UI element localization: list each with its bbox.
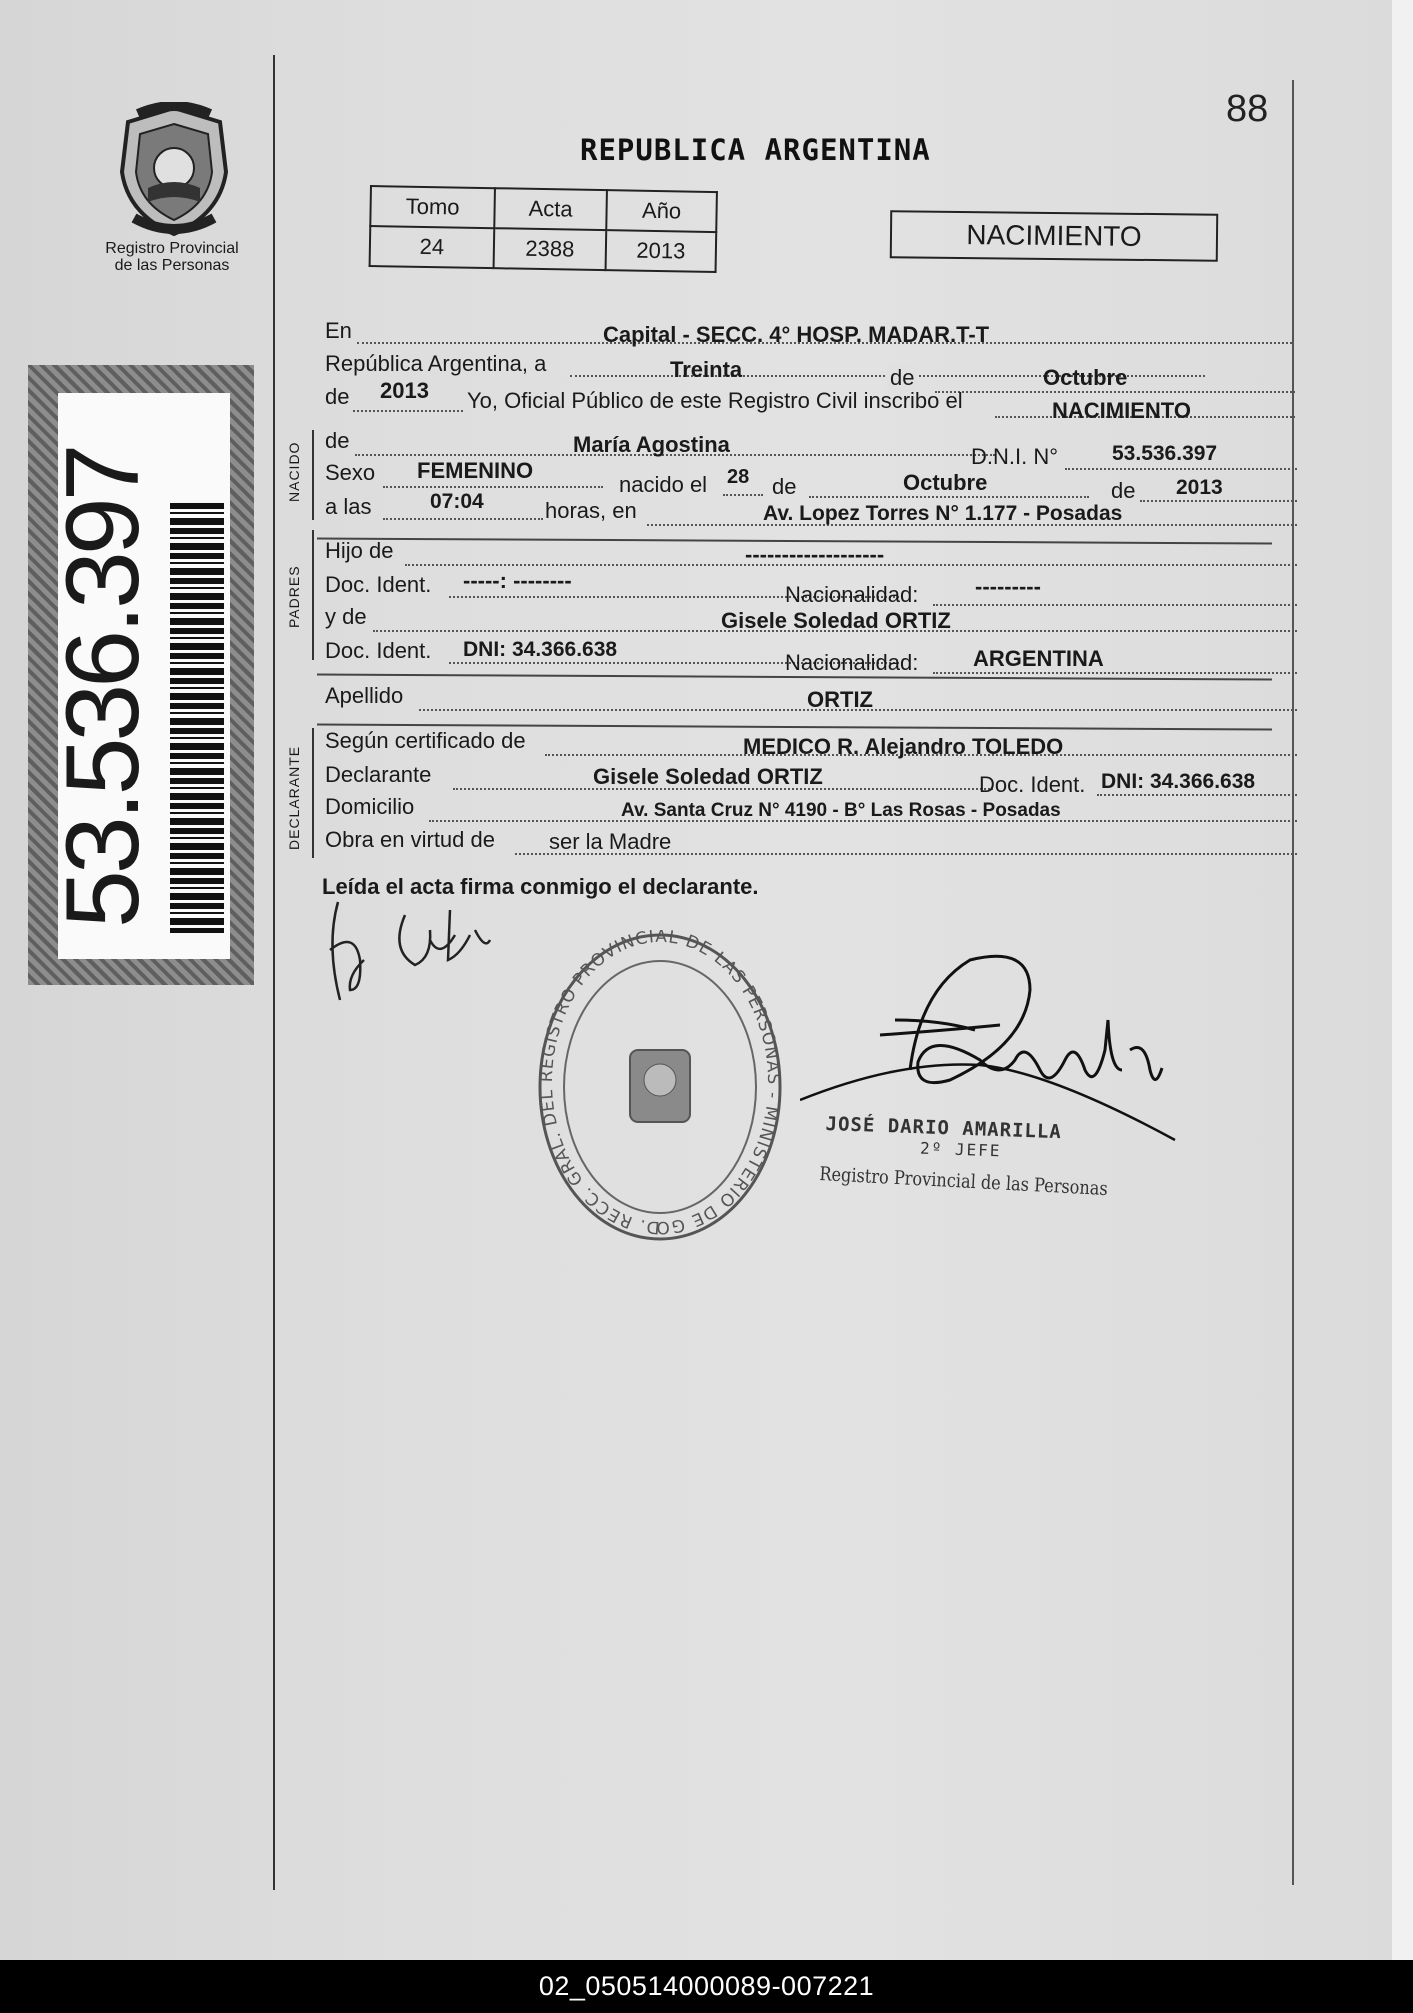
value-father: -------------------	[745, 542, 885, 567]
section-bar-padres	[312, 530, 314, 660]
value-declarante: Gisele Soledad ORTIZ	[593, 764, 823, 789]
row-name	[325, 428, 1270, 469]
officer-office: Registro Provincial de las Personas	[818, 1163, 1109, 1201]
value-day-words: Treinta	[670, 357, 743, 382]
value-en: Capital - SECC. 4° HOSP. MADAR.T-T	[603, 322, 990, 347]
value-dni: 53.536.397	[1112, 442, 1218, 465]
value-month-words: Octubre	[1043, 365, 1128, 390]
officer-name: JOSÉ DARIO AMARILLA	[825, 1113, 1063, 1144]
value-year: 2013	[380, 378, 429, 403]
label-dni: D.N.I. N°	[971, 444, 1059, 469]
label-declarante: Declarante	[325, 762, 432, 787]
stamp-text: D. RECC. GRAL. DEL REGISTRO PROVINCIAL DE LAS PERSONAS - MINISTERIO DE GO	[536, 930, 784, 1238]
label-domicilio: Domicilio	[325, 794, 415, 819]
value-apellido: ORTIZ	[807, 687, 873, 712]
label-horas-en: horas, en	[545, 498, 637, 523]
value-place: Av. Lopez Torres N° 1.177 - Posadas	[763, 502, 1123, 525]
label-republica: República Argentina, a	[325, 351, 547, 376]
value-tomo: 24	[370, 226, 495, 268]
barcode-inner	[45, 393, 230, 959]
value-mother: Gisele Soledad ORTIZ	[721, 608, 951, 633]
dotted-line	[353, 410, 463, 412]
value-name: María Agostina	[573, 432, 730, 457]
value-birth-month: Octubre	[903, 470, 988, 495]
section-bar-declarante	[312, 728, 314, 858]
page-title: REPUBLICA ARGENTINA	[580, 133, 931, 167]
header-anio: Año	[606, 190, 717, 232]
row-mother	[325, 604, 1270, 636]
dotted-line	[383, 486, 603, 488]
value-sexo: FEMENINO	[417, 458, 534, 483]
officer-role: 2º JEFE	[919, 1138, 1002, 1161]
label-hijo-de: Hijo de	[325, 538, 394, 563]
label-sexo: Sexo	[325, 460, 376, 485]
label-de: de	[887, 365, 917, 391]
page-edge	[1392, 0, 1413, 1960]
value-doc-mother: DNI: 34.366.638	[463, 638, 618, 661]
label-yo-oficial: Yo, Oficial Público de este Registro Civil inscribo el	[467, 388, 963, 413]
row-hijo	[325, 538, 1270, 570]
label-nacido-el: nacido el	[619, 472, 708, 497]
page-number: 88	[1226, 88, 1269, 130]
row-apellido	[325, 683, 1270, 715]
row-doc-father	[325, 568, 1270, 607]
dotted-line	[383, 518, 543, 520]
registry-table-header	[370, 186, 717, 232]
label-y-de: y de	[325, 604, 367, 629]
label-birth-de: de	[772, 474, 797, 499]
label-en: En	[325, 318, 352, 343]
value-obra: ser la Madre	[549, 829, 672, 854]
label-de-name: de	[325, 428, 350, 453]
row-year	[325, 378, 1270, 423]
row-certificado	[325, 728, 1270, 760]
label-de-year: de	[325, 384, 350, 409]
logo-line-1: Registro Provincial	[105, 240, 239, 257]
section-label-declarante: DECLARANTE	[286, 745, 302, 850]
value-nacionalidad-father: ---------	[975, 574, 1041, 599]
value-decl-doc: DNI: 34.366.638	[1101, 770, 1256, 793]
row-en	[325, 318, 1270, 350]
closing-statement: Leída el acta firma conmigo el declarante.	[322, 874, 759, 899]
value-certificado: MEDICO R. Alejandro TOLEDO	[743, 734, 1064, 759]
row-republica	[325, 351, 1270, 390]
label-segun-certificado: Según certificado de	[325, 728, 526, 753]
label-nacionalidad-father: Nacionalidad:	[785, 582, 919, 607]
row-domicilio	[325, 794, 1270, 826]
registry-table-values	[370, 226, 717, 272]
value-domicilio: Av. Santa Cruz N° 4190 - B° Las Rosas - Posadas	[621, 800, 1061, 821]
label-doc-ident-father: Doc. Ident.	[325, 572, 432, 597]
label-apellido: Apellido	[325, 683, 404, 708]
value-doc-father: -----: --------	[463, 568, 572, 593]
barcode-label	[28, 365, 254, 985]
header-acta: Acta	[494, 188, 607, 230]
label-doc-ident-mother: Doc. Ident.	[325, 638, 432, 663]
section-bar-nacido	[312, 430, 314, 520]
value-inscribo: NACIMIENTO	[1052, 398, 1191, 423]
label-decl-doc: Doc. Ident.	[979, 772, 1086, 797]
value-acta: 2388	[494, 228, 607, 270]
value-nacionalidad-mother: ARGENTINA	[973, 646, 1104, 671]
label-a-las: a las	[325, 494, 372, 519]
section-label-nacido: NACIDO	[286, 441, 302, 502]
label-nacionalidad-mother: Nacionalidad:	[785, 650, 919, 675]
value-anio: 2013	[606, 230, 717, 272]
registry-table	[369, 185, 718, 273]
logo-line-2: de las Personas	[114, 257, 230, 274]
row-obra	[325, 827, 1270, 859]
registry-logo-text	[92, 240, 252, 274]
document-footer-id: 02_050514000089-007221	[0, 1960, 1413, 2013]
label-obra-en-virtud: Obra en virtud de	[325, 827, 495, 852]
value-time: 07:04	[430, 490, 484, 513]
value-birth-day: 28	[727, 466, 750, 488]
dotted-line	[933, 672, 1297, 674]
right-margin-line	[1292, 80, 1294, 1885]
official-stamp	[535, 930, 785, 1245]
label-birth-de2: de	[1111, 478, 1136, 503]
header-tomo: Tomo	[370, 186, 495, 228]
section-label-padres: PADRES	[286, 565, 302, 628]
row-declarante	[325, 762, 1270, 797]
barcode-bars	[170, 503, 224, 933]
act-type-box: NACIMIENTO	[890, 210, 1218, 261]
left-margin-line	[273, 55, 275, 1890]
declarant-signature	[320, 890, 500, 1010]
row-doc-mother	[325, 638, 1270, 675]
province-emblem	[108, 102, 240, 242]
barcode-number: 53.536.397	[45, 447, 161, 928]
value-birth-year: 2013	[1176, 476, 1223, 499]
